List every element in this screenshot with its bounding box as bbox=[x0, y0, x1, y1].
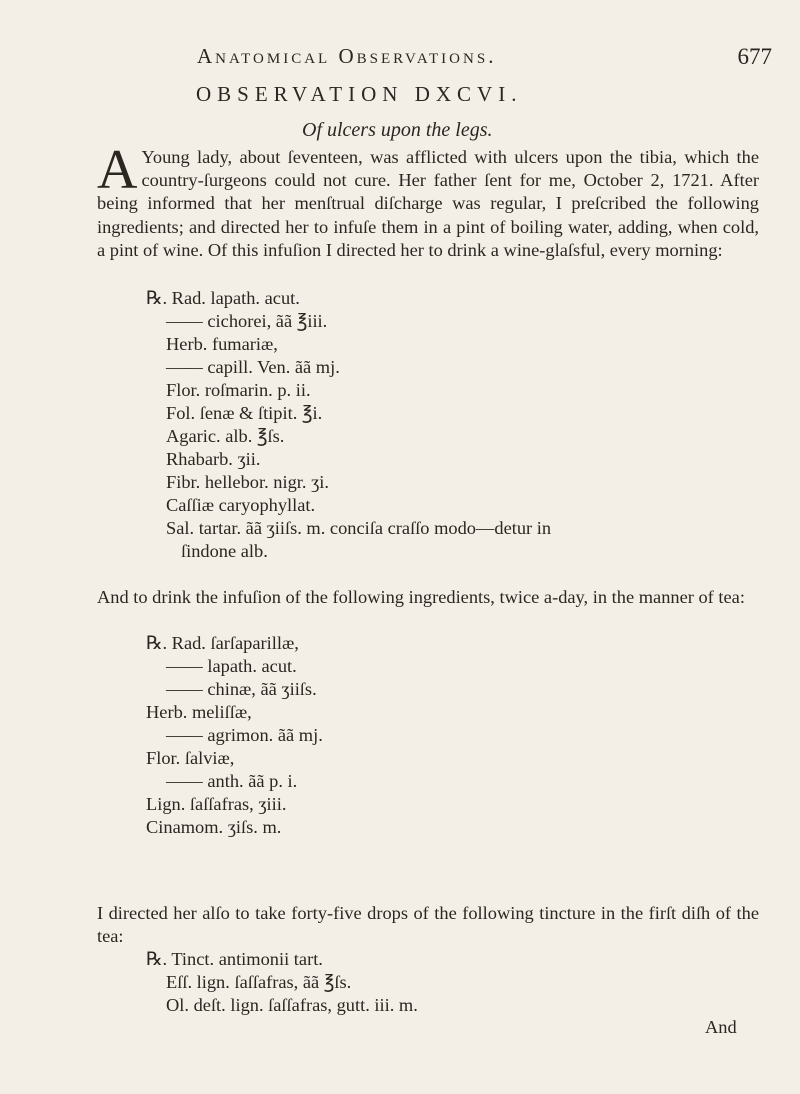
rx-line: Ol. deſt. lign. ſaſſafras, gutt. iii. m. bbox=[166, 995, 418, 1015]
prescription-tea bbox=[146, 632, 766, 839]
running-head: Anatomical Observations. bbox=[197, 44, 497, 68]
prescription-tincture bbox=[146, 948, 766, 1017]
rx-line: Fol. ſenæ & ſtipit. ℥i. bbox=[166, 403, 323, 423]
rx-line: ℞. Tinct. antimonii tart. bbox=[146, 949, 323, 969]
paragraph-tincture-instructions: I directed her alſo to take forty-five drops of the following tincture in the firſt diſh of the tea: bbox=[97, 903, 759, 947]
rx-line: —— chinæ, ãã ʒiiſs. bbox=[166, 679, 317, 699]
rx-line: ſindone alb. bbox=[181, 541, 268, 561]
rx-line: —— anth. ãã p. i. bbox=[166, 771, 298, 791]
rx-line: ℞. Rad. lapath. acut. bbox=[146, 288, 300, 308]
rx-line: Sal. tartar. ãã ʒiiſs. m. conciſa craſſo modo—detur in bbox=[166, 518, 552, 538]
rx-line: Caſſiæ caryophyllat. bbox=[166, 495, 316, 515]
observation-title: OBSERVATION DXCVI. bbox=[196, 82, 523, 106]
prescription-infusion bbox=[146, 287, 766, 563]
paragraph-text: Young lady, about ſeventeen, was afflicted with ulcers upon the tibia, which the country-ſurgeons could not cure. Her father ſent for me, October 2, 1721. After being informed that her menſtrual diſcharge was regular, I preſcribed the following ingredients; and directed her to infuſe them in a pint of boiling water, adding, when cold, a pint of wine. Of this infuſion I directed her to drink a wine-glaſsful, every morning: bbox=[97, 147, 759, 260]
rx-line: —— agrimon. ãã mj. bbox=[166, 725, 323, 745]
catchword: And bbox=[705, 1017, 737, 1037]
rx-line: —— cichorei, ãã ℥iii. bbox=[166, 311, 328, 331]
drop-cap: A bbox=[97, 139, 138, 201]
paragraph-case-history bbox=[97, 139, 759, 262]
rx-line: Flor. ſalviæ, bbox=[146, 748, 235, 768]
observation-subtitle: Of ulcers upon the legs. bbox=[302, 119, 493, 141]
rx-line: Eſſ. lign. ſaſſafras, ãã ℥ſs. bbox=[166, 972, 352, 992]
rx-line: Agaric. alb. ℥ſs. bbox=[166, 426, 285, 446]
rx-line: Flor. roſmarin. p. ii. bbox=[166, 380, 311, 400]
rx-line: Cinamom. ʒiſs. m. bbox=[146, 817, 282, 837]
page-number: 677 bbox=[737, 44, 772, 69]
rx-line: Herb. meliſſæ, bbox=[146, 702, 252, 722]
rx-line: Lign. ſaſſafras, ʒiii. bbox=[146, 794, 287, 814]
rx-line: —— capill. Ven. ãã mj. bbox=[166, 357, 340, 377]
rx-line: Rhabarb. ʒii. bbox=[166, 449, 261, 469]
rx-line: Herb. fumariæ, bbox=[166, 334, 278, 354]
rx-line: —— lapath. acut. bbox=[166, 656, 297, 676]
paragraph-tea-instructions: And to drink the infuſion of the following ingredients, twice a-day, in the manner of tea: bbox=[97, 587, 745, 607]
rx-line: ℞. Rad. ſarſaparillæ, bbox=[146, 633, 299, 653]
rx-line: Fibr. hellebor. nigr. ʒi. bbox=[166, 472, 329, 492]
